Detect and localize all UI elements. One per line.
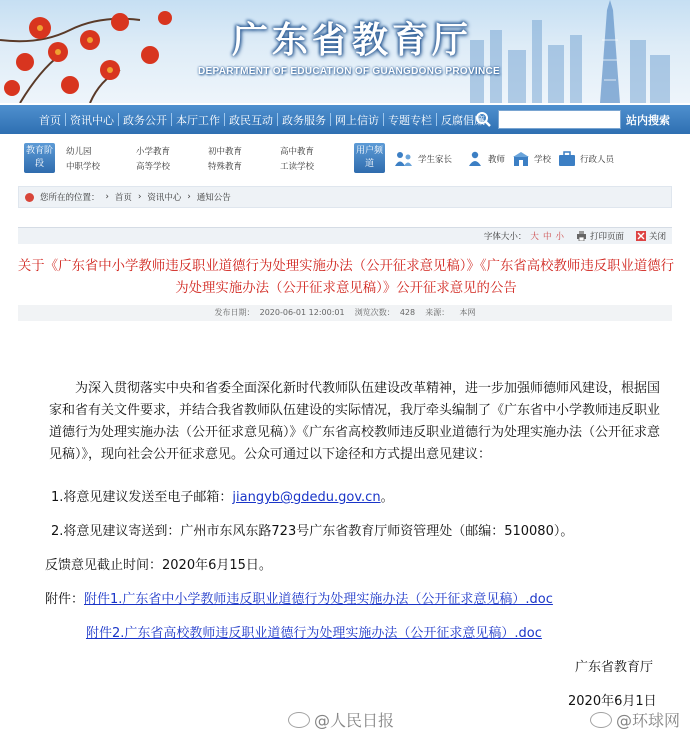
search-button[interactable]: 站内搜索 — [626, 114, 670, 127]
header-banner — [0, 0, 690, 103]
printer-icon — [576, 231, 587, 241]
role-link-parents[interactable] — [394, 151, 452, 167]
watermark-huanqiu-text: @环球网 — [616, 711, 681, 730]
email-line-text: 1.将意见建议发送至电子邮箱： — [51, 490, 233, 505]
font-size-large[interactable]: 大 — [530, 232, 539, 242]
role-link-teachers[interactable] — [466, 151, 505, 167]
breadcrumb-arrow-icon: › — [187, 192, 191, 202]
font-size-medium[interactable]: 中 — [542, 232, 552, 242]
watermark-renmin-text: @人民日报 — [314, 711, 395, 730]
role-label-parents: 学生家长 — [418, 155, 453, 165]
search-icon[interactable] — [475, 111, 492, 128]
article-title: 关于《广东省中小学教师违反职业道德行为处理实施办法（公开征求意见稿）》《广东省高校教师违反职业道德行为处理实施办法（公开征求意见稿）》公开征求意见的公告 — [17, 259, 675, 296]
breadcrumb-label: 您所在的位置： — [40, 193, 100, 203]
role-link-staff[interactable] — [558, 151, 614, 167]
kapok-flowers-image — [0, 0, 200, 103]
breadcrumb-arrow-icon: › — [137, 192, 142, 202]
article-tools — [18, 227, 672, 244]
role-label-staff: 行政人员 — [580, 155, 615, 165]
nav-separator — [118, 113, 119, 126]
nav-separator — [224, 113, 225, 126]
signature: 广东省教育厅 — [575, 660, 654, 675]
grade-link-senior[interactable]: 高中教育 — [280, 147, 315, 157]
watermark-renmin — [288, 708, 394, 731]
email-line-end: 。 — [380, 490, 394, 505]
attachment-line-1 — [45, 588, 553, 607]
close-button[interactable] — [636, 230, 666, 242]
print-button[interactable] — [576, 230, 624, 242]
submission-address-line: 2.将意见建议寄送到：广州市东风东路723号广东省教育厅师资管理处（邮编：510080）。 — [51, 524, 574, 539]
attachment-label: 附件： — [45, 592, 85, 607]
breadcrumb-item-home[interactable]: 首页 — [114, 193, 132, 203]
publish-date: 2020年6月1日 — [568, 694, 657, 709]
font-size-label: 字体大小： — [483, 232, 527, 242]
article-meta: 发布日期： 2020-06-01 12:00:01 浏览次数： 428 来源： 本网 — [18, 305, 672, 321]
role-link-schools[interactable] — [512, 151, 551, 167]
breadcrumb-item-notices[interactable]: 通知公告 — [196, 193, 231, 203]
briefcase-icon — [558, 151, 576, 167]
article-body — [49, 378, 669, 466]
parents-icon — [394, 151, 414, 167]
grade-link-special[interactable]: 特殊教育 — [208, 162, 243, 172]
teacher-icon — [466, 151, 484, 167]
submission-email-line — [51, 486, 394, 505]
breadcrumb-item-news[interactable]: 资讯中心 — [147, 193, 182, 203]
attachment-line-2 — [86, 622, 542, 641]
deadline-line: 反馈意见截止时间：2020年6月15日。 — [45, 558, 272, 573]
city-skyline-image — [450, 0, 690, 103]
nav-item-home[interactable]: 首页 — [39, 113, 61, 127]
nav-item-petition[interactable]: 网上信访 — [335, 113, 379, 127]
user-channel-tag: 用户频道 — [354, 143, 385, 173]
grade-link-vocational[interactable]: 中职学校 — [66, 162, 101, 172]
nav-item-topics[interactable]: 专题专栏 — [388, 113, 432, 127]
print-label: 打印页面 — [589, 232, 624, 242]
watermark-huanqiu — [590, 708, 680, 731]
font-size-small[interactable]: 小 — [555, 232, 564, 242]
grade-link-kindergarten[interactable]: 幼儿园 — [66, 147, 92, 157]
search-input[interactable] — [498, 110, 621, 129]
grade-link-primary[interactable]: 小学教育 — [136, 147, 171, 157]
audience-bar — [18, 139, 672, 179]
grade-link-reform[interactable]: 工读学校 — [280, 162, 315, 172]
grade-link-junior[interactable]: 初中教育 — [208, 147, 243, 157]
grade-link-higher[interactable]: 高等学校 — [136, 162, 171, 172]
article-paragraph: 为深入贯彻落实中央和省委全面深化新时代教师队伍建设改革精神，进一步加强师德师风建设，根据国家和省有关文件要求，并结合我省教师队伍建设的实际情况，我厅牵头编制了《广东省中小学教师违反职业道德行为处理实施办法（公开征求意见稿）》《广东省高校教师违反职业道德行为处理实施办法（公开征求意见稿）》，现向社会公开征求意见。公众可通过以下途径和方式提出意见建议： — [49, 381, 661, 462]
breadcrumb — [18, 186, 672, 208]
role-label-teachers: 教师 — [488, 155, 506, 165]
email-link[interactable]: jiangyb@gdedu.gov.cn — [232, 490, 381, 505]
nav-separator — [65, 113, 66, 126]
role-label-schools: 学校 — [534, 155, 552, 165]
nav-separator — [330, 113, 331, 126]
nav-item-public-affairs[interactable]: 政务公开 — [123, 113, 167, 127]
site-subtitle: DEPARTMENT OF EDUCATION OF GUANGDONG PROVINCE — [198, 66, 501, 77]
site-title: 广东省教育厅 — [232, 19, 473, 61]
nav-item-anticorruption[interactable]: 反腐倡廉 — [441, 113, 485, 127]
nav-item-interaction[interactable]: 政民互动 — [229, 113, 273, 127]
nav-item-work[interactable]: 本厅工作 — [176, 113, 220, 127]
location-dot-icon — [25, 193, 34, 202]
attachment-link-2[interactable]: 附件2.广东省高校教师违反职业道德行为处理实施办法（公开征求意见稿）.doc — [86, 626, 542, 641]
nav-separator — [277, 113, 278, 126]
weibo-logo-icon — [288, 712, 310, 728]
breadcrumb-arrow-icon: › — [105, 192, 109, 202]
attachment-link-1[interactable]: 附件1.广东省中小学教师违反职业道德行为处理实施办法（公开征求意见稿）.doc — [84, 592, 553, 607]
education-stage-tag: 教育阶段 — [24, 143, 55, 173]
nav-separator — [383, 113, 384, 126]
school-icon — [512, 151, 530, 167]
nav-item-services[interactable]: 政务服务 — [282, 113, 326, 127]
weibo-logo-icon — [590, 712, 612, 728]
nav-item-news[interactable]: 资讯中心 — [70, 113, 114, 127]
nav-separator — [436, 113, 437, 126]
nav-separator — [171, 113, 172, 126]
close-icon — [636, 231, 646, 241]
main-nav — [0, 105, 690, 134]
close-label: 关闭 — [648, 232, 666, 242]
